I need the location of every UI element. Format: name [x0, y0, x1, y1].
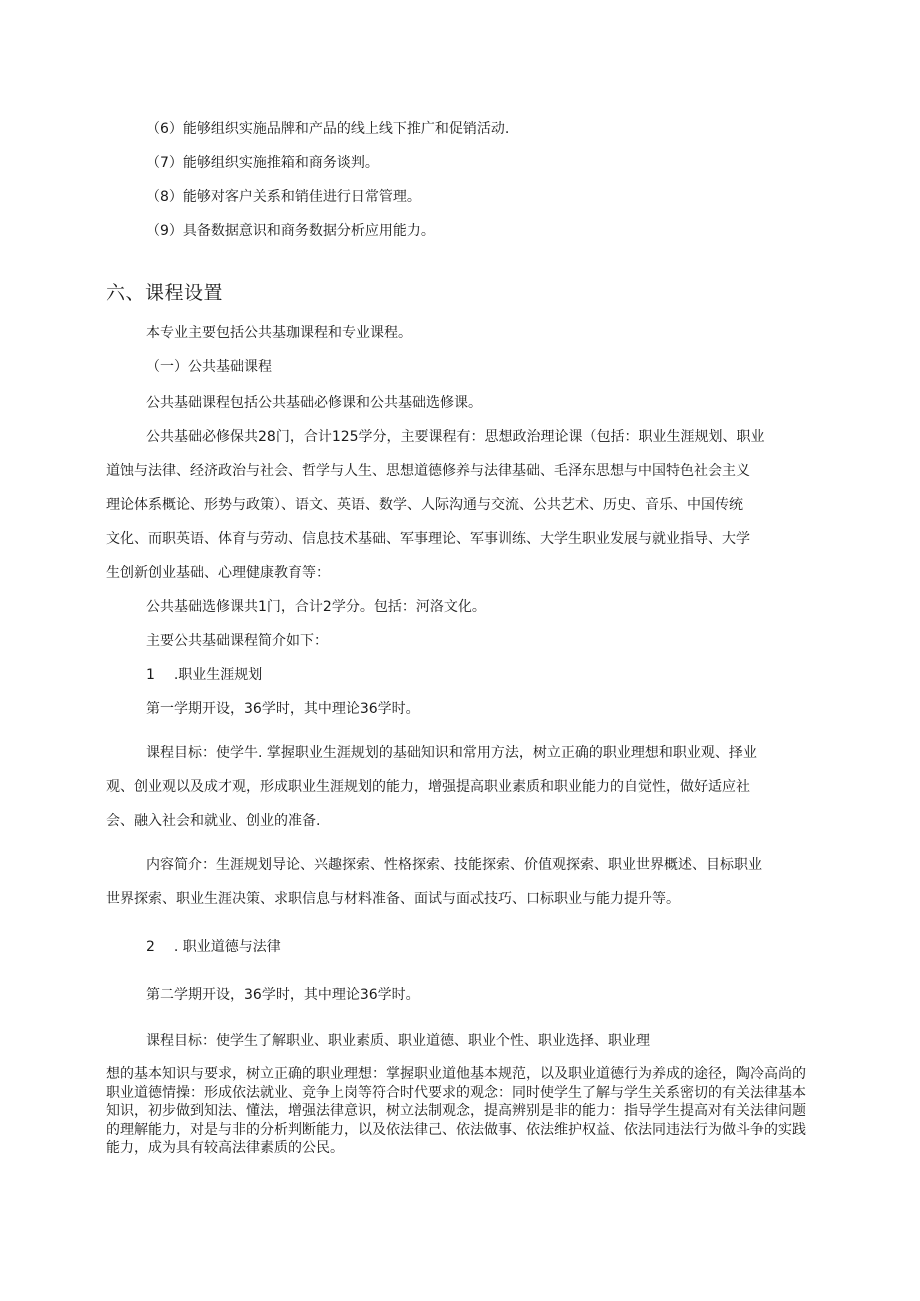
course-1-goal-line: 课程目标：使学牛. 掌握职业生涯规划的基础知识和常用方法，树立正确的职业理想和职业观、择业	[146, 745, 757, 761]
ability-item-7: （7）能够组织实施推箱和商务谈判。	[146, 155, 379, 171]
course-1-heading	[146, 665, 262, 685]
course-2-goal-first-line: 课程目标：使学生了解职业、职业素质、职业道德、职业个性、职业选择、职业理	[146, 1033, 650, 1049]
required-line: 文化、而职英语、体育与劳动、信息技术基础、军事理论、军事训练、大学生职业发展与就业指导、大学	[106, 531, 750, 547]
brief-intro: 主要公共基础课程简介如下：	[146, 633, 328, 649]
elective-paragraph: 公共基础选修课共1门，合计2学分。包括：河洛文化。	[146, 599, 486, 615]
course-1-title: .职业生涯规划	[173, 667, 263, 683]
required-line: 理论体系概论、形势与政策）、语文、英语、数学、人际沟通与交流、公共艺术、历史、音乐、中国传统	[106, 497, 743, 513]
section-title: 六、课程设置	[106, 282, 224, 304]
course-2-number: 2	[146, 939, 155, 955]
ability-item-9: （9）具备数据意识和商务数据分析应用能力。	[146, 223, 435, 239]
course-1-number: 1	[146, 667, 155, 683]
course-2-title: . 职业道德与法律	[173, 939, 281, 955]
course-1-content-line: 世界探索、职业生涯决策、求职信息与材料准备、面试与面忒技巧、口标职业与能力提升等。	[106, 891, 680, 907]
course-1-content-line: 内容简介：生涯规划导论、兴趣探索、性格探索、技能探索、价值观探索、职业世界概述、目标职业	[146, 857, 762, 873]
ability-item-8: （8）能够对客户关系和销佳进行日常管理。	[146, 189, 421, 205]
required-line: 道蚀与法律、经济政治与社会、哲学与人生、思想道德修养与法律基础、毛泽东思想与中国特色社会主义	[106, 463, 750, 479]
required-line: 公共基础必修保共28门，合计125学分，主要课程有：思想政治理论课（包括：职业生涯规划、职业	[146, 429, 765, 445]
desc-paragraph: 公共基础课程包括公共基础必修课和公共基础选修课。	[146, 395, 482, 411]
course-1-goal-line: 会、融入社会和就业、创业的准备.	[106, 813, 321, 829]
ability-item-6: （6）能够组织实施品牌和产品的线上线下推广和促销活动.	[146, 121, 510, 137]
course-2-heading	[146, 937, 281, 957]
course-1-goal-line: 观、创业观以及成才观，形成职业生涯规划的能力，增强提高职业素质和职业能力的自觉性，做好适应社	[106, 779, 750, 795]
course-2-goal-paragraph: 想的基本知识与要求，树立正确的职业理想：掌握职业道他基本规范，以及职业道德行为养成的途径，陶冷高尚的职业道德情操：形成依法就业、竞争上岗等符合时代要求的观念：同时使学生了解与学生关系密切的有关法律基本知识，初步做到知法、懂法，增强法律意识，树立法制观念，提高辨别是非的能力：指导学生提高对有关法律问题的理解能力，对是与非的分析判断能力，以及依法律己、依法做事、依法维护权益、依法同违法行为做斗争的实践能力，成为具有较高法律素质的公民。	[106, 1066, 806, 1156]
course-2-schedule: 第二学期开设，36学时，其中理论36学时。	[146, 987, 420, 1003]
required-line: 生创新创业基础、心理健康教育等：	[106, 565, 330, 581]
course-1-schedule: 第一学期开设，36学时，其中理论36学时。	[146, 701, 420, 717]
sub-heading: （一）公共基础课程	[146, 359, 272, 375]
intro-paragraph: 本专业主要包括公共基珈课程和专业课程。	[146, 325, 412, 341]
